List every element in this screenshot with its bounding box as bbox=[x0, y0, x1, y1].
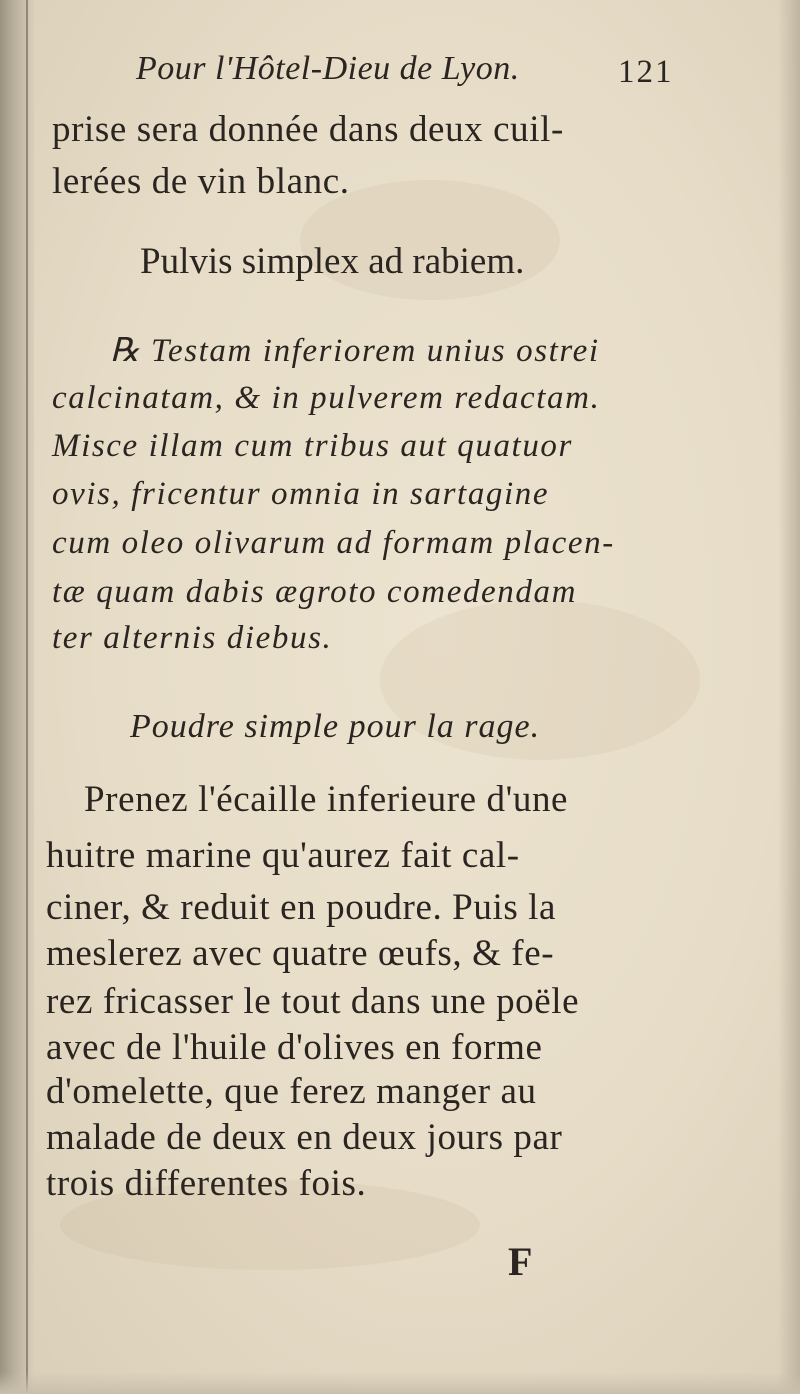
french-line: rez fricasser le tout dans une poële bbox=[46, 981, 580, 1022]
page-right-edge bbox=[778, 0, 800, 1394]
running-head-title: Pour l'Hôtel-Dieu de Lyon. bbox=[136, 50, 520, 87]
french-line: malade de deux en deux jours par bbox=[46, 1117, 563, 1158]
french-line: d'omelette, que ferez manger au bbox=[46, 1071, 537, 1112]
french-line: meslerez avec quatre œufs, & fe- bbox=[46, 933, 555, 974]
page-gutter bbox=[0, 0, 34, 1394]
latin-line: cum oleo olivarum ad formam placen- bbox=[52, 525, 615, 561]
gutter-shadow-line bbox=[26, 0, 28, 1394]
page-bottom-edge bbox=[0, 1372, 800, 1394]
french-line: huitre marine qu'aurez fait cal- bbox=[46, 835, 520, 876]
french-line: Prenez l'écaille inferieure d'une bbox=[84, 779, 569, 820]
french-line: trois differentes fois. bbox=[46, 1163, 367, 1204]
body-line: prise sera donnée dans deux cuil- bbox=[52, 109, 564, 150]
signature-mark: F bbox=[508, 1239, 533, 1284]
french-line: ciner, & reduit en poudre. Puis la bbox=[46, 887, 557, 928]
french-recipe-heading: Poudre simple pour la rage. bbox=[130, 708, 541, 745]
latin-line: ℞ Testam inferiorem unius ostrei bbox=[110, 333, 600, 369]
latin-line: ovis, fricentur omnia in sartagine bbox=[52, 476, 550, 512]
latin-line: ter alternis diebus. bbox=[52, 620, 333, 656]
latin-recipe-heading: Pulvis simplex ad rabiem. bbox=[140, 241, 525, 282]
body-line: lerées de vin blanc. bbox=[52, 161, 350, 202]
latin-line: calcinatam, & in pulverem redactam. bbox=[52, 380, 601, 416]
latin-line: Misce illam cum tribus aut quatuor bbox=[52, 428, 573, 464]
french-line: avec de l'huile d'olives en forme bbox=[46, 1027, 543, 1068]
page-number: 121 bbox=[618, 54, 674, 90]
latin-line: tæ quam dabis ægroto comedendam bbox=[52, 574, 578, 610]
